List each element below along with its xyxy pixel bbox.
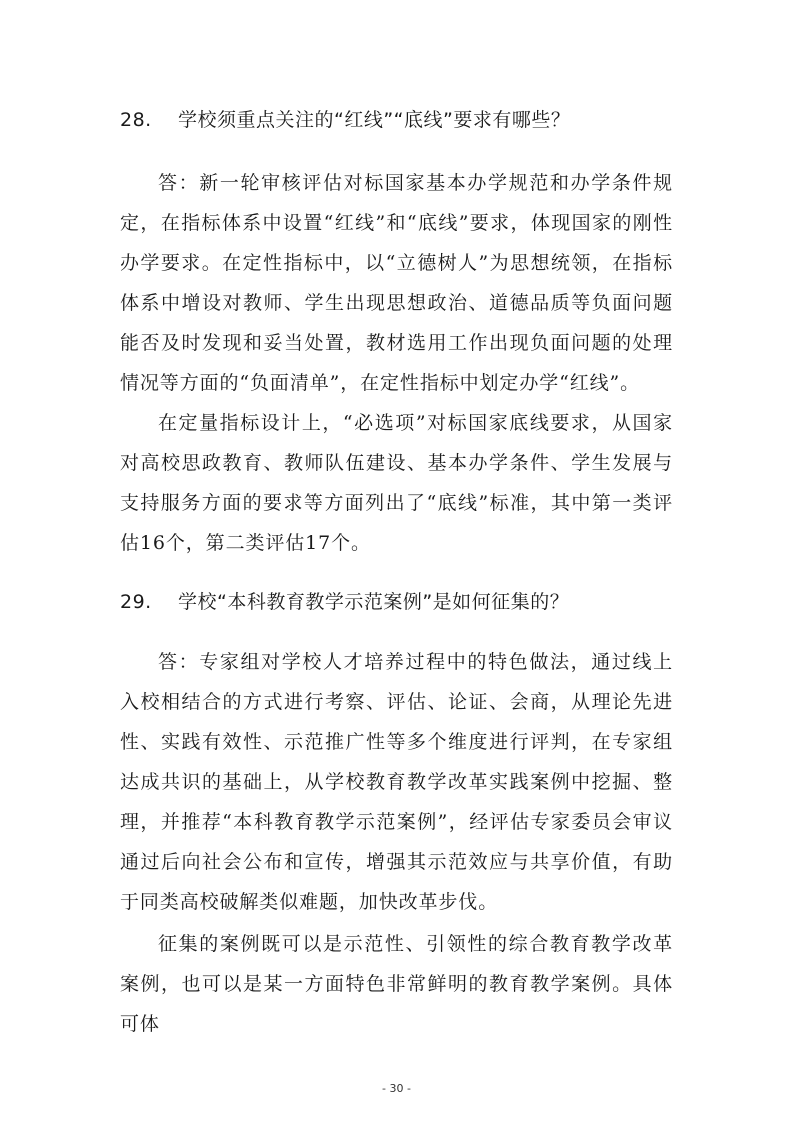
answer-paragraph: 答：专家组对学校人才培养过程中的特色做法，通过线上入校相结合的方式进行考察、评估、论证、会商，从理论先进性、实践有效性、示范推广性等多个维度进行评判，在专家组达成共识的基础上，从学校教育教学改革实践案例中挖掘、整理，并推荐“本科教育教学示范案例”，经评估专家委员会审议通过后向社会公布和宣传，增强其示范效应与共享价值，有助于同类高校破解类似难题，加快改革步伐。	[120, 651, 673, 913]
question-number: 29.	[120, 591, 152, 613]
question-number: 28.	[120, 109, 152, 131]
question-heading-29	[120, 588, 680, 616]
answer-paragraph: 答：新一轮审核评估对标国家基本办学规范和办学条件规定，在指标体系中设置“红线”和“底线”要求，体现国家的刚性办学要求。在定性指标中，以“立德树人”为思想统领，在指标体系中增设对教师、学生出现思想政治、道德品质等负面问题能否及时发现和妥当处置，教材选用工作出现负面问题的处理情况等方面的“负面清单”，在定性指标中划定办学“红线”。	[120, 172, 673, 394]
answer-paragraph: 征集的案例既可以是示范性、引领性的综合教育教学改革案例，也可以是某一方面特色非常鲜明的教育教学案例。具体可体	[120, 933, 673, 1035]
answer-paragraph: 在定量指标设计上，“必选项”对标国家底线要求，从国家对高校思政教育、教师队伍建设、基本办学条件、学生发展与支持服务方面的要求等方面列出了“底线”标准，其中第一类评估16个，第二类评估17个。	[120, 412, 673, 554]
question-heading-28	[120, 106, 680, 134]
question-title: 学校“本科教育教学示范案例”是如何征集的？	[178, 591, 570, 613]
page-number: - 30 -	[382, 1082, 411, 1095]
question-title: 学校须重点关注的“红线”“底线”要求有哪些？	[178, 109, 571, 131]
